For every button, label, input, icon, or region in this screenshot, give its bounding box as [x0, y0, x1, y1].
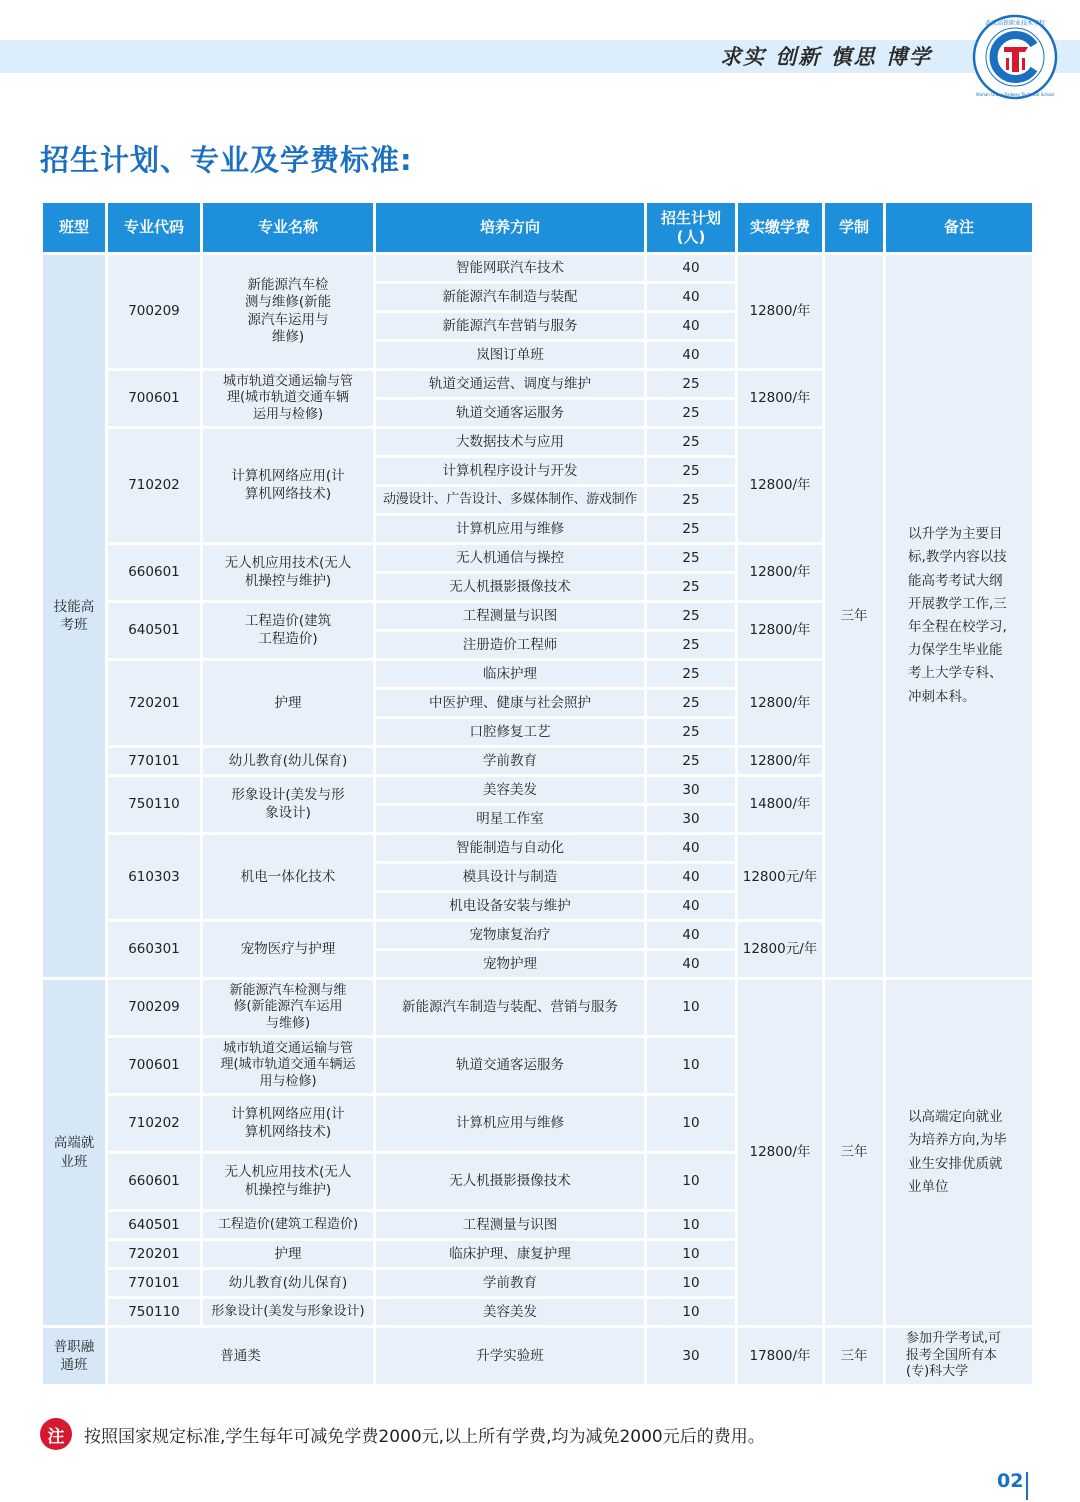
- plan-cell: 40: [647, 922, 735, 948]
- fee-cell: 12800/年: [738, 255, 822, 368]
- major-code-cell: 720201: [108, 661, 200, 745]
- plan-cell: 10: [647, 980, 735, 1035]
- major-name-cell: 宠物医疗与护理: [203, 922, 373, 977]
- direction-cell: 机电设备安装与维护: [376, 893, 644, 919]
- major-code-cell: 750110: [108, 777, 200, 832]
- major-code-cell: 710202: [108, 1096, 200, 1151]
- table-row: [43, 835, 1032, 861]
- plan-cell: 25: [647, 371, 735, 397]
- table-row: [43, 1212, 1032, 1238]
- direction-cell: 临床护理: [376, 661, 644, 687]
- major-name-cell: 计算机网络应用(计算机网络技术): [203, 429, 373, 542]
- fee-cell: 14800/年: [738, 777, 822, 832]
- direction-cell: 学前教育: [376, 1270, 644, 1296]
- header-major-code: 专业代码: [108, 203, 200, 252]
- direction-cell: 新能源汽车制造与装配: [376, 284, 644, 310]
- plan-cell: 25: [647, 458, 735, 484]
- direction-cell: 动漫设计、广告设计、多媒体制作、游戏制作: [376, 487, 644, 513]
- major-name-cell: 新能源汽车检测与维修(新能源汽车运用与维修): [203, 255, 373, 368]
- plan-cell: 25: [647, 632, 735, 658]
- major-code-cell: 660601: [108, 1154, 200, 1209]
- major-name-cell: 机电一体化技术: [203, 835, 373, 919]
- footnote: [40, 1418, 765, 1450]
- plan-cell: 25: [647, 545, 735, 571]
- duration-cell: 三年: [825, 255, 883, 977]
- plan-cell: 25: [647, 603, 735, 629]
- direction-cell: 轨道交通运营、调度与维护: [376, 371, 644, 397]
- major-name-cell: 计算机网络应用(计算机网络技术): [203, 1096, 373, 1151]
- plan-cell: 10: [647, 1154, 735, 1209]
- class-type-cell: 技能高考班: [43, 255, 105, 977]
- note-badge: 注: [40, 1418, 72, 1450]
- direction-cell: 注册造价工程师: [376, 632, 644, 658]
- plan-cell: 25: [647, 719, 735, 745]
- page-number-bar: [1026, 1472, 1028, 1500]
- direction-cell: 轨道交通客运服务: [376, 400, 644, 426]
- major-name-cell: 无人机应用技术(无人机操控与维护): [203, 1154, 373, 1209]
- major-name-cell: 形象设计(美发与形象设计): [203, 777, 373, 832]
- plan-cell: 10: [647, 1270, 735, 1296]
- plan-cell: 25: [647, 400, 735, 426]
- table-row: [43, 922, 1032, 948]
- note-cell: 以升学为主要目标,教学内容以技能高考考试大纲开展教学工作,三年全程在校学习,力保学生毕业能考上大学专科、冲刺本科。: [886, 255, 1032, 977]
- plan-cell: 10: [647, 1096, 735, 1151]
- direction-cell: 大数据技术与应用: [376, 429, 644, 455]
- plan-cell: 40: [647, 313, 735, 339]
- major-name-cell: 城市轨道交通运输与管理(城市轨道交通车辆运用与检修): [203, 371, 373, 426]
- school-seal-icon: [972, 14, 1058, 100]
- direction-cell: 计算机应用与维修: [376, 516, 644, 542]
- plan-cell: 30: [647, 777, 735, 803]
- fee-cell: 12800/年: [738, 429, 822, 542]
- table-row: [43, 1038, 1032, 1093]
- table-row: [43, 1328, 1032, 1384]
- plan-cell: 25: [647, 516, 735, 542]
- major-name-cell: 幼儿教育(幼儿保育): [203, 748, 373, 774]
- table-header-row: [43, 203, 1032, 252]
- header-class-type: 班型: [43, 203, 105, 252]
- table-row: [43, 1096, 1032, 1151]
- direction-cell: 美容美发: [376, 1299, 644, 1325]
- major-name-cell: 幼儿教育(幼儿保育): [203, 1270, 373, 1296]
- direction-cell: 美容美发: [376, 777, 644, 803]
- direction-cell: 智能网联汽车技术: [376, 255, 644, 281]
- major-code-cell: 700209: [108, 980, 200, 1035]
- direction-cell: 智能制造与自动化: [376, 835, 644, 861]
- major-name-cell: 城市轨道交通运输与管理(城市轨道交通车辆运用与检修): [203, 1038, 373, 1093]
- plan-cell: 25: [647, 690, 735, 716]
- plan-cell: 40: [647, 951, 735, 977]
- plan-cell: 40: [647, 893, 735, 919]
- note-cell: 参加升学考试,可报考全国所有本(专)科大学: [886, 1328, 1032, 1384]
- duration-cell: 三年: [825, 1328, 883, 1384]
- direction-cell: 新能源汽车制造与装配、营销与服务: [376, 980, 644, 1035]
- plan-cell: 30: [647, 1328, 735, 1384]
- school-motto: 求实 创新 慎思 博学: [720, 44, 932, 69]
- plan-cell: 10: [647, 1241, 735, 1267]
- seal-latin: Wuhan Urban Railway Technical School: [975, 92, 1055, 97]
- direction-cell: 中医护理、健康与社会照护: [376, 690, 644, 716]
- table-row: [43, 429, 1032, 455]
- direction-cell: 宠物护理: [376, 951, 644, 977]
- note-cell: 以高端定向就业为培养方向,为毕业生安排优质就业单位: [886, 980, 1032, 1325]
- plan-cell: 40: [647, 864, 735, 890]
- class-type-cell: 高端就业班: [43, 980, 105, 1325]
- direction-cell: 宠物康复治疗: [376, 922, 644, 948]
- major-code-cell: 660301: [108, 922, 200, 977]
- major-name-cell: 无人机应用技术(无人机操控与维护): [203, 545, 373, 600]
- direction-cell: 学前教育: [376, 748, 644, 774]
- direction-cell: 临床护理、康复护理: [376, 1241, 644, 1267]
- major-code-cell: 710202: [108, 429, 200, 542]
- major-name-cell: 工程造价(建筑工程造价): [203, 603, 373, 658]
- table-row: [43, 1299, 1032, 1325]
- major-name-cell: 普通类: [108, 1328, 373, 1384]
- plan-cell: 10: [647, 1212, 735, 1238]
- major-code-cell: 610303: [108, 835, 200, 919]
- fee-cell: 12800/年: [738, 603, 822, 658]
- direction-cell: 计算机程序设计与开发: [376, 458, 644, 484]
- major-name-cell: 新能源汽车检测与维修(新能源汽车运用与维修): [203, 980, 373, 1035]
- table-row: [43, 748, 1032, 774]
- direction-cell: 轨道交通客运服务: [376, 1038, 644, 1093]
- direction-cell: 无人机摄影摄像技术: [376, 574, 644, 600]
- direction-cell: 模具设计与制造: [376, 864, 644, 890]
- major-code-cell: 750110: [108, 1299, 200, 1325]
- plan-cell: 25: [647, 748, 735, 774]
- header-duration: 学制: [825, 203, 883, 252]
- major-code-cell: 640501: [108, 1212, 200, 1238]
- plan-cell: 40: [647, 342, 735, 368]
- major-name-cell: 护理: [203, 661, 373, 745]
- table-row: [43, 1241, 1032, 1267]
- class-type-cell: 普职融通班: [43, 1328, 105, 1384]
- plan-cell: 25: [647, 661, 735, 687]
- footnote-text: 按照国家规定标准,学生每年可减免学费2000元,以上所有学费,均为减免2000元后的费用。: [84, 1426, 765, 1447]
- major-code-cell: 700601: [108, 371, 200, 426]
- table-row: [43, 777, 1032, 803]
- header-note: 备注: [886, 203, 1032, 252]
- major-name-cell: 形象设计(美发与形象设计): [203, 1299, 373, 1325]
- plan-cell: 40: [647, 835, 735, 861]
- enrollment-table: [40, 200, 1035, 1387]
- direction-cell: 新能源汽车营销与服务: [376, 313, 644, 339]
- header-fee: 实缴学费: [738, 203, 822, 252]
- fee-cell: 12800/年: [738, 661, 822, 745]
- direction-cell: 岚图订单班: [376, 342, 644, 368]
- plan-cell: 40: [647, 284, 735, 310]
- direction-cell: 口腔修复工艺: [376, 719, 644, 745]
- fee-cell: 12800/年: [738, 545, 822, 600]
- table-row: [43, 1154, 1032, 1209]
- plan-cell: 25: [647, 429, 735, 455]
- plan-cell: 30: [647, 806, 735, 832]
- major-name-cell: 护理: [203, 1241, 373, 1267]
- major-code-cell: 700601: [108, 1038, 200, 1093]
- major-code-cell: 770101: [108, 748, 200, 774]
- table-row: [43, 1270, 1032, 1296]
- fee-cell: 12800元/年: [738, 835, 822, 919]
- major-code-cell: 720201: [108, 1241, 200, 1267]
- header-direction: 培养方向: [376, 203, 644, 252]
- major-name-cell: 工程造价(建筑工程造价): [203, 1212, 373, 1238]
- fee-cell: 17800/年: [738, 1328, 822, 1384]
- plan-cell: 10: [647, 1299, 735, 1325]
- fee-cell: 12800元/年: [738, 922, 822, 977]
- plan-cell: 40: [647, 255, 735, 281]
- direction-cell: 明星工作室: [376, 806, 644, 832]
- major-code-cell: 640501: [108, 603, 200, 658]
- plan-cell: 25: [647, 574, 735, 600]
- page-number: 02: [997, 1470, 1024, 1492]
- header-major-name: 专业名称: [203, 203, 373, 252]
- direction-cell: 升学实验班: [376, 1328, 644, 1384]
- plan-cell: 10: [647, 1038, 735, 1093]
- table-row: [43, 255, 1032, 281]
- fee-cell: 12800/年: [738, 748, 822, 774]
- direction-cell: 无人机摄影摄像技术: [376, 1154, 644, 1209]
- table-row: [43, 371, 1032, 397]
- major-code-cell: 770101: [108, 1270, 200, 1296]
- direction-cell: 工程测量与识图: [376, 1212, 644, 1238]
- seal-text: 武汉高铁职业技术学校: [984, 20, 1046, 27]
- direction-cell: 无人机通信与操控: [376, 545, 644, 571]
- table-row: [43, 980, 1032, 1035]
- direction-cell: 计算机应用与维修: [376, 1096, 644, 1151]
- fee-cell: 12800/年: [738, 371, 822, 426]
- direction-cell: 工程测量与识图: [376, 603, 644, 629]
- major-code-cell: 660601: [108, 545, 200, 600]
- page-title: 招生计划、专业及学费标准:: [40, 143, 413, 177]
- plan-cell: 25: [647, 487, 735, 513]
- header-plan: 招生计划(人): [647, 203, 735, 252]
- major-code-cell: 700209: [108, 255, 200, 368]
- table-row: [43, 545, 1032, 571]
- duration-cell: 三年: [825, 980, 883, 1325]
- table-row: [43, 661, 1032, 687]
- table-row: [43, 603, 1032, 629]
- fee-cell: 12800/年: [738, 980, 822, 1325]
